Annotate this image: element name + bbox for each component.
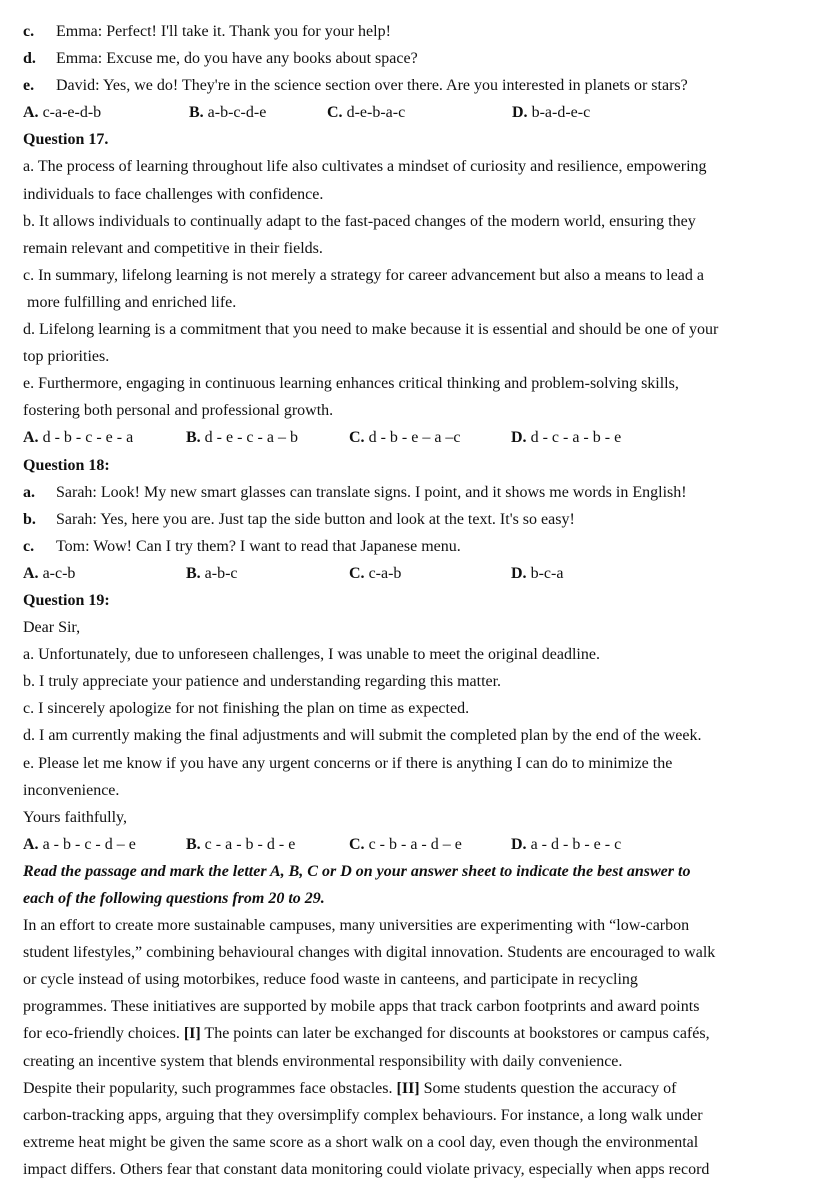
q19-line: c. I sincerely apologize for not finishing the plan on time as expected.	[23, 700, 470, 718]
passage-line: impact differs. Others fear that constant data monitoring could violate privacy, especially when apps record	[23, 1160, 710, 1178]
q19-line: b. I truly appreciate your patience and understanding regarding this matter.	[23, 673, 502, 691]
q19-greeting: Dear Sir,	[23, 619, 81, 637]
q17-line: c. In summary, lifelong learning is not merely a strategy for career advancement but also a means to lead a	[23, 266, 704, 284]
q19-title: Question 19:	[23, 591, 110, 609]
passage-line: programmes. These initiatives are supported by mobile apps that track carbon footprints and award points	[23, 998, 700, 1016]
q19-line: e. Please let me know if you have any urgent concerns or if there is anything I can do to minimize the	[23, 754, 673, 772]
q17-option-b[interactable]: B. d - e - c - a – b	[186, 429, 298, 447]
instruction-line: Read the passage and mark the letter A, B, C or D on your answer sheet to indicate the best answer to	[23, 862, 691, 880]
passage-line: carbon-tracking apps, arguing that they oversimplify complex behaviours. For instance, a long walk under	[23, 1106, 703, 1124]
q19-line: a. Unfortunately, due to unforeseen challenges, I was unable to meet the original deadline.	[23, 646, 600, 664]
q17-line: e. Furthermore, engaging in continuous learning enhances critical thinking and problem-solving skills,	[23, 375, 679, 393]
passage-line: for eco-friendly choices. [I] The points can later be exchanged for discounts at bookstores or campus cafés,	[23, 1025, 710, 1043]
q18-option-c[interactable]: C. c-a-b	[349, 564, 402, 582]
q17-option-d[interactable]: D. d - c - a - b - e	[511, 429, 622, 447]
q16-option-a[interactable]: A. c-a-e-d-b	[23, 104, 102, 122]
q18-title: Question 18:	[23, 456, 110, 474]
passage-line: creating an incentive system that blends environmental responsibility with daily convenience.	[23, 1052, 623, 1070]
q19-option-a[interactable]: A. a - b - c - d – e	[23, 835, 136, 853]
q17-options	[23, 424, 813, 451]
q16-item-c: c. Emma: Perfect! I'll take it. Thank you for your help!	[23, 23, 391, 40]
q16-option-c[interactable]: C. d-e-b-a-c	[327, 104, 406, 122]
q17-title: Question 17.	[23, 131, 109, 149]
q18-option-d[interactable]: D. b-c-a	[511, 564, 564, 582]
q19-line: d. I am currently making the final adjustments and will submit the completed plan by the end of the week.	[23, 727, 702, 745]
document-page	[23, 18, 813, 1183]
passage-line: Despite their popularity, such programmes face obstacles. [II] Some students question the accuracy of	[23, 1079, 677, 1097]
gap-marker-2: [II]	[396, 1079, 420, 1097]
q17-option-a[interactable]: A. d - b - c - e - a	[23, 429, 134, 447]
q18-options	[23, 560, 813, 587]
q17-option-c[interactable]: C. d - b - e – a –c	[349, 429, 461, 447]
q17-line: b. It allows individuals to continually adapt to the fast-paced changes of the modern world, ensuring they	[23, 212, 696, 230]
q19-closing: Yours faithfully,	[23, 808, 128, 826]
passage-line: In an effort to create more sustainable campuses, many universities are experimenting with “low-carbon	[23, 917, 690, 935]
q16-option-d[interactable]: D. b-a-d-e-c	[512, 104, 591, 122]
q18-item-b: b. Sarah: Yes, here you are. Just tap the side button and look at the text. It's so easy!	[23, 510, 575, 528]
passage-line: extreme heat might be given the same score as a short walk on a cool day, even though the environmental	[23, 1133, 699, 1151]
q17-line: fostering both personal and professional growth.	[23, 402, 334, 420]
q16-item-d: d. Emma: Excuse me, do you have any books about space?	[23, 50, 418, 68]
q19-option-b[interactable]: B. c - a - b - d - e	[186, 835, 296, 853]
q16-item-e: e. David: Yes, we do! They're in the science section over there. Are you interested in planets or stars?	[23, 77, 688, 95]
q17-line: more fulfilling and enriched life.	[27, 293, 237, 311]
q18-item-c: c. Tom: Wow! Can I try them? I want to read that Japanese menu.	[23, 537, 461, 555]
q17-line: top priorities.	[23, 348, 110, 366]
q18-option-a[interactable]: A. a-c-b	[23, 564, 76, 582]
gap-marker-1: [I]	[183, 1025, 201, 1043]
instruction-line: each of the following questions from 20 to 29.	[23, 890, 325, 907]
q19-option-d[interactable]: D. a - d - b - e - c	[511, 835, 622, 853]
q19-options	[23, 831, 813, 858]
q18-option-b[interactable]: B. a-b-c	[186, 564, 238, 582]
q17-line: d. Lifelong learning is a commitment that you need to make because it is essential and should be one of your	[23, 321, 719, 339]
passage-line: or cycle instead of using motorbikes, reduce food waste in canteens, and participate in recycling	[23, 971, 638, 989]
q18-item-a: a. Sarah: Look! My new smart glasses can translate signs. I point, and it shows me words in English!	[23, 483, 687, 501]
q19-line: inconvenience.	[23, 781, 120, 799]
q16-option-b[interactable]: B. a-b-c-d-e	[189, 104, 267, 122]
q19-option-c[interactable]: C. c - b - a - d – e	[349, 835, 462, 853]
q17-line: a. The process of learning throughout life also cultivates a mindset of curiosity and resilience, empowering	[23, 158, 707, 176]
q17-line: individuals to face challenges with confidence.	[23, 185, 324, 203]
q17-line: remain relevant and competitive in their fields.	[23, 239, 323, 257]
q16-options	[23, 99, 813, 126]
passage-line: student lifestyles,” combining behavioural changes with digital innovation. Students are encouraged to walk	[23, 944, 716, 962]
